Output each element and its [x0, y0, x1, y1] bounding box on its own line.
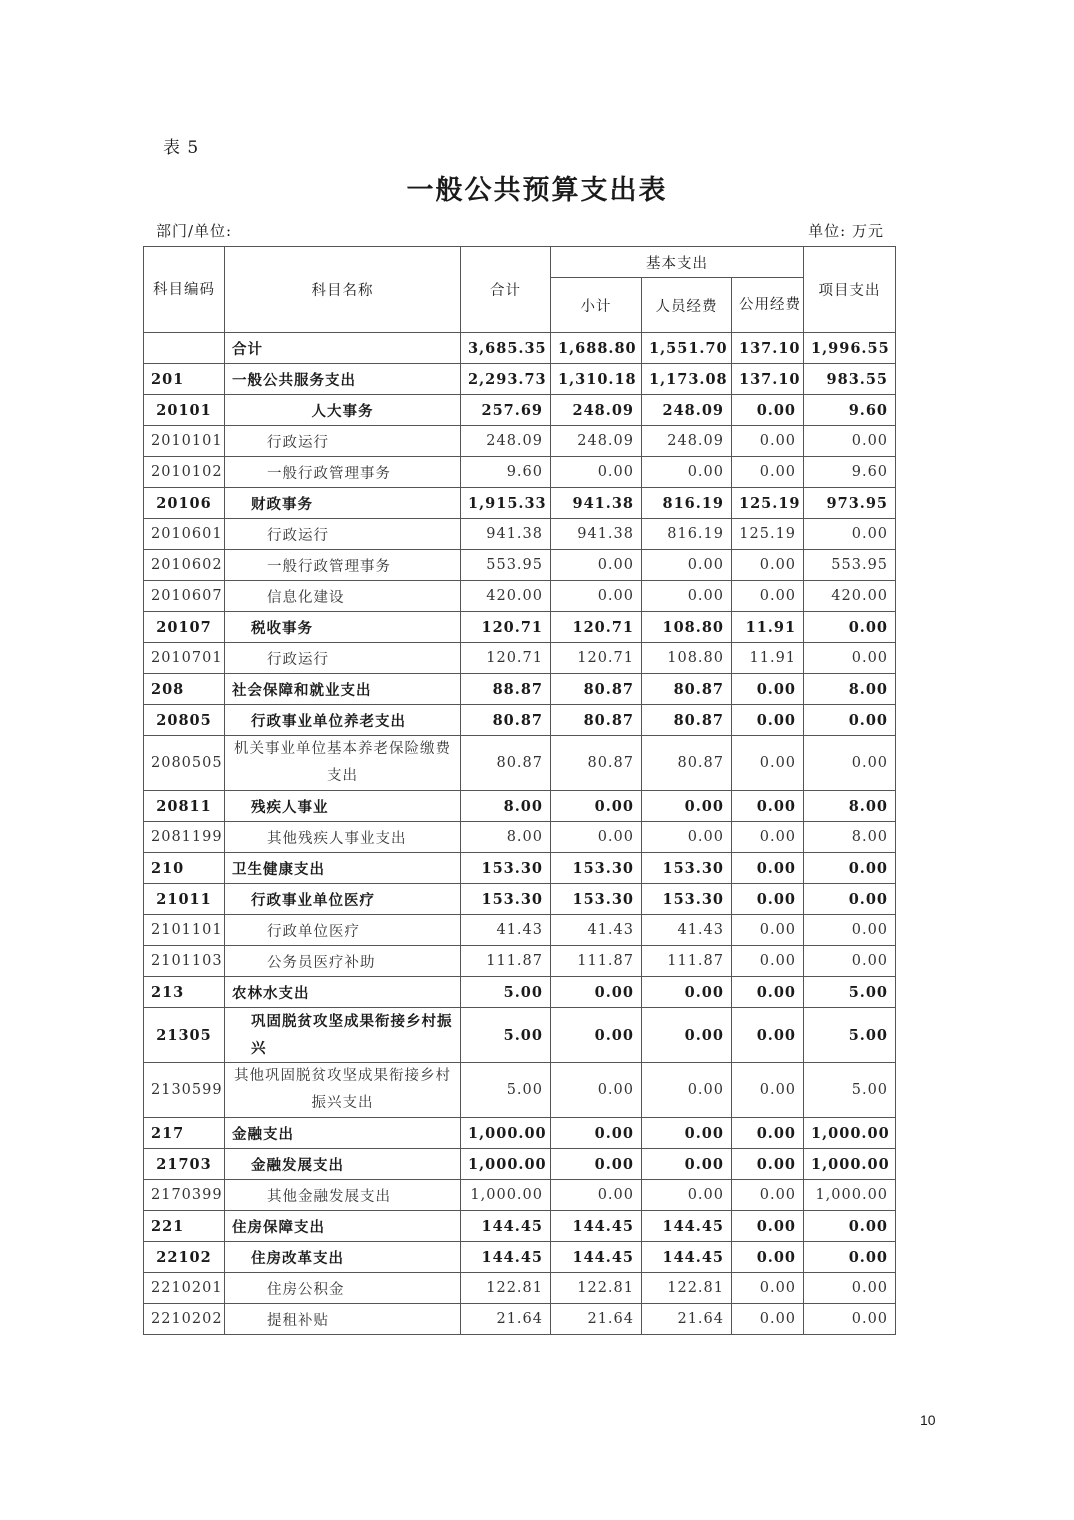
cell-name: 一般行政管理事务	[225, 457, 461, 488]
cell-subtotal: 0.00	[551, 581, 642, 612]
cell-personnel: 0.00	[642, 977, 732, 1008]
cell-total: 1,915.33	[461, 488, 551, 519]
cell-total: 120.71	[461, 612, 551, 643]
cell-name: 一般公共服务支出	[225, 364, 461, 395]
cell-project: 5.00	[804, 977, 896, 1008]
cell-code: 201	[144, 364, 225, 395]
cell-public: 137.10	[732, 333, 804, 364]
cell-total: 88.87	[461, 674, 551, 705]
cell-subtotal: 153.30	[551, 853, 642, 884]
cell-subtotal: 122.81	[551, 1273, 642, 1304]
cell-personnel: 1,173.08	[642, 364, 732, 395]
cell-project: 0.00	[804, 643, 896, 674]
cell-public: 0.00	[732, 791, 804, 822]
cell-personnel: 108.80	[642, 612, 732, 643]
cell-total: 153.30	[461, 884, 551, 915]
table-row	[144, 488, 896, 519]
cell-name: 社会保障和就业支出	[225, 674, 461, 705]
cell-name: 行政事业单位养老支出	[225, 705, 461, 736]
cell-name: 残疾人事业	[225, 791, 461, 822]
cell-project: 0.00	[804, 1242, 896, 1273]
table-row	[144, 612, 896, 643]
cell-project: 983.55	[804, 364, 896, 395]
cell-total: 144.45	[461, 1211, 551, 1242]
col-header-subtotal: 小计	[551, 278, 642, 333]
cell-total: 21.64	[461, 1304, 551, 1335]
table-row	[144, 1273, 896, 1304]
table-row	[144, 1008, 896, 1063]
col-header-project: 项目支出	[804, 247, 896, 333]
table-row	[144, 550, 896, 581]
cell-code: 21011	[144, 884, 225, 915]
cell-name: 农林水支出	[225, 977, 461, 1008]
cell-code: 22102	[144, 1242, 225, 1273]
col-header-name: 科目名称	[225, 247, 461, 333]
cell-subtotal: 80.87	[551, 674, 642, 705]
cell-personnel: 153.30	[642, 884, 732, 915]
cell-code: 2210201	[144, 1273, 225, 1304]
cell-total: 80.87	[461, 705, 551, 736]
cell-subtotal: 0.00	[551, 1008, 642, 1063]
cell-code: 2130599	[144, 1063, 225, 1118]
cell-project: 0.00	[804, 736, 896, 791]
cell-project: 1,996.55	[804, 333, 896, 364]
cell-total: 3,685.35	[461, 333, 551, 364]
cell-total: 122.81	[461, 1273, 551, 1304]
table-row	[144, 1211, 896, 1242]
cell-public: 0.00	[732, 1273, 804, 1304]
cell-total: 5.00	[461, 1008, 551, 1063]
cell-subtotal: 41.43	[551, 915, 642, 946]
table-row	[144, 1118, 896, 1149]
col-header-code: 科目编码	[144, 247, 225, 333]
cell-public: 0.00	[732, 822, 804, 853]
cell-code: 20107	[144, 612, 225, 643]
cell-subtotal: 0.00	[551, 977, 642, 1008]
table-row	[144, 333, 896, 364]
cell-public: 0.00	[732, 1180, 804, 1211]
cell-subtotal: 144.45	[551, 1242, 642, 1273]
cell-name: 巩固脱贫攻坚成果衔接乡村振兴	[225, 1008, 461, 1063]
cell-project: 0.00	[804, 1211, 896, 1242]
table-row	[144, 581, 896, 612]
table-label: 表 5	[163, 138, 200, 158]
cell-personnel: 111.87	[642, 946, 732, 977]
cell-total: 111.87	[461, 946, 551, 977]
cell-personnel: 248.09	[642, 395, 732, 426]
cell-total: 2,293.73	[461, 364, 551, 395]
cell-code: 20106	[144, 488, 225, 519]
cell-name: 行政运行	[225, 519, 461, 550]
cell-personnel: 0.00	[642, 791, 732, 822]
cell-subtotal: 0.00	[551, 1118, 642, 1149]
cell-subtotal: 144.45	[551, 1211, 642, 1242]
cell-code: 210	[144, 853, 225, 884]
cell-subtotal: 941.38	[551, 519, 642, 550]
page-number: 10	[920, 1412, 936, 1428]
cell-name: 信息化建设	[225, 581, 461, 612]
table-row	[144, 395, 896, 426]
cell-total: 80.87	[461, 736, 551, 791]
cell-subtotal: 1,310.18	[551, 364, 642, 395]
cell-subtotal: 1,688.80	[551, 333, 642, 364]
cell-project: 1,000.00	[804, 1180, 896, 1211]
cell-personnel: 248.09	[642, 426, 732, 457]
cell-personnel: 41.43	[642, 915, 732, 946]
cell-code: 221	[144, 1211, 225, 1242]
table-row	[144, 1180, 896, 1211]
cell-project: 420.00	[804, 581, 896, 612]
cell-total: 1,000.00	[461, 1180, 551, 1211]
cell-personnel: 0.00	[642, 1118, 732, 1149]
cell-public: 0.00	[732, 705, 804, 736]
cell-total: 420.00	[461, 581, 551, 612]
cell-name: 卫生健康支出	[225, 853, 461, 884]
cell-public: 0.00	[732, 736, 804, 791]
cell-project: 0.00	[804, 1273, 896, 1304]
cell-project: 8.00	[804, 791, 896, 822]
cell-project: 8.00	[804, 822, 896, 853]
cell-name: 机关事业单位基本养老保险缴费支出	[225, 736, 461, 791]
cell-project: 0.00	[804, 915, 896, 946]
table-row	[144, 884, 896, 915]
cell-code: 2010602	[144, 550, 225, 581]
cell-personnel: 108.80	[642, 643, 732, 674]
cell-total: 941.38	[461, 519, 551, 550]
col-header-total: 合计	[461, 247, 551, 333]
cell-total: 248.09	[461, 426, 551, 457]
cell-personnel: 0.00	[642, 1180, 732, 1211]
cell-project: 9.60	[804, 457, 896, 488]
cell-total: 41.43	[461, 915, 551, 946]
cell-code: 2010607	[144, 581, 225, 612]
col-header-basic: 基本支出	[551, 247, 804, 278]
cell-total: 5.00	[461, 1063, 551, 1118]
cell-subtotal: 248.09	[551, 426, 642, 457]
cell-project: 0.00	[804, 519, 896, 550]
budget-table-body	[144, 333, 896, 1335]
cell-name: 合计	[225, 333, 461, 364]
cell-public: 0.00	[732, 977, 804, 1008]
cell-public: 0.00	[732, 1211, 804, 1242]
cell-code: 208	[144, 674, 225, 705]
cell-code: 2210202	[144, 1304, 225, 1335]
cell-personnel: 144.45	[642, 1211, 732, 1242]
table-row	[144, 519, 896, 550]
cell-code: 20101	[144, 395, 225, 426]
cell-project: 5.00	[804, 1008, 896, 1063]
cell-code: 2170399	[144, 1180, 225, 1211]
cell-personnel: 122.81	[642, 1273, 732, 1304]
cell-total: 257.69	[461, 395, 551, 426]
cell-code: 21703	[144, 1149, 225, 1180]
cell-project: 0.00	[804, 426, 896, 457]
cell-total: 8.00	[461, 822, 551, 853]
cell-subtotal: 0.00	[551, 1180, 642, 1211]
cell-name: 一般行政管理事务	[225, 550, 461, 581]
cell-public: 0.00	[732, 1118, 804, 1149]
cell-name: 住房公积金	[225, 1273, 461, 1304]
cell-personnel: 0.00	[642, 1063, 732, 1118]
table-row	[144, 1149, 896, 1180]
cell-subtotal: 0.00	[551, 791, 642, 822]
cell-personnel: 21.64	[642, 1304, 732, 1335]
cell-public: 0.00	[732, 550, 804, 581]
page-title: 一般公共预算支出表	[406, 175, 668, 206]
cell-code: 2010601	[144, 519, 225, 550]
table-row	[144, 457, 896, 488]
cell-code: 2010102	[144, 457, 225, 488]
cell-code: 213	[144, 977, 225, 1008]
cell-personnel: 0.00	[642, 550, 732, 581]
cell-code: 2080505	[144, 736, 225, 791]
cell-personnel: 144.45	[642, 1242, 732, 1273]
cell-code: 21305	[144, 1008, 225, 1063]
cell-public: 125.19	[732, 488, 804, 519]
table-row	[144, 791, 896, 822]
cell-public: 0.00	[732, 395, 804, 426]
cell-public: 0.00	[732, 581, 804, 612]
cell-name: 住房保障支出	[225, 1211, 461, 1242]
cell-project: 9.60	[804, 395, 896, 426]
cell-project: 0.00	[804, 853, 896, 884]
cell-name: 行政运行	[225, 426, 461, 457]
cell-name: 税收事务	[225, 612, 461, 643]
cell-name: 行政运行	[225, 643, 461, 674]
cell-personnel: 816.19	[642, 519, 732, 550]
cell-public: 0.00	[732, 426, 804, 457]
cell-public: 0.00	[732, 946, 804, 977]
cell-public: 0.00	[732, 674, 804, 705]
cell-public: 0.00	[732, 1149, 804, 1180]
cell-personnel: 0.00	[642, 581, 732, 612]
cell-subtotal: 111.87	[551, 946, 642, 977]
cell-project: 0.00	[804, 705, 896, 736]
cell-code: 217	[144, 1118, 225, 1149]
cell-personnel: 80.87	[642, 674, 732, 705]
cell-name: 行政单位医疗	[225, 915, 461, 946]
cell-subtotal: 0.00	[551, 550, 642, 581]
table-row	[144, 1063, 896, 1118]
table-row	[144, 705, 896, 736]
col-header-personnel: 人员经费	[642, 278, 732, 333]
col-header-public: 公用经费	[732, 278, 804, 333]
table-row	[144, 946, 896, 977]
cell-public: 0.00	[732, 457, 804, 488]
cell-name: 其他金融发展支出	[225, 1180, 461, 1211]
cell-public: 0.00	[732, 884, 804, 915]
cell-subtotal: 80.87	[551, 736, 642, 791]
table-row	[144, 822, 896, 853]
cell-subtotal: 120.71	[551, 612, 642, 643]
cell-name: 金融支出	[225, 1118, 461, 1149]
cell-code: 20811	[144, 791, 225, 822]
cell-public: 0.00	[732, 1242, 804, 1273]
cell-public: 0.00	[732, 1063, 804, 1118]
cell-public: 11.91	[732, 643, 804, 674]
cell-personnel: 1,551.70	[642, 333, 732, 364]
cell-total: 1,000.00	[461, 1149, 551, 1180]
cell-subtotal: 941.38	[551, 488, 642, 519]
cell-name: 公务员医疗补助	[225, 946, 461, 977]
cell-total: 553.95	[461, 550, 551, 581]
table-row	[144, 643, 896, 674]
cell-subtotal: 0.00	[551, 457, 642, 488]
cell-code: 2010701	[144, 643, 225, 674]
cell-personnel: 0.00	[642, 822, 732, 853]
cell-subtotal: 248.09	[551, 395, 642, 426]
cell-code	[144, 333, 225, 364]
cell-public: 125.19	[732, 519, 804, 550]
cell-subtotal: 0.00	[551, 1149, 642, 1180]
table-row	[144, 977, 896, 1008]
dept-label: 部门/单位:	[156, 222, 233, 240]
cell-personnel: 80.87	[642, 705, 732, 736]
cell-name: 行政事业单位医疗	[225, 884, 461, 915]
cell-project: 1,000.00	[804, 1149, 896, 1180]
cell-name: 财政事务	[225, 488, 461, 519]
cell-name: 人大事务	[225, 395, 461, 426]
cell-personnel: 153.30	[642, 853, 732, 884]
cell-name: 提租补贴	[225, 1304, 461, 1335]
cell-name: 住房改革支出	[225, 1242, 461, 1273]
cell-personnel: 0.00	[642, 1149, 732, 1180]
cell-project: 0.00	[804, 884, 896, 915]
cell-name: 其他巩固脱贫攻坚成果衔接乡村振兴支出	[225, 1063, 461, 1118]
table-row	[144, 364, 896, 395]
cell-public: 0.00	[732, 915, 804, 946]
cell-code: 2081199	[144, 822, 225, 853]
cell-personnel: 0.00	[642, 457, 732, 488]
cell-project: 973.95	[804, 488, 896, 519]
table-row	[144, 853, 896, 884]
cell-project: 0.00	[804, 946, 896, 977]
cell-total: 144.45	[461, 1242, 551, 1273]
cell-total: 1,000.00	[461, 1118, 551, 1149]
table-row	[144, 736, 896, 791]
cell-public: 0.00	[732, 853, 804, 884]
cell-total: 9.60	[461, 457, 551, 488]
cell-project: 0.00	[804, 1304, 896, 1335]
cell-total: 5.00	[461, 977, 551, 1008]
table-row	[144, 915, 896, 946]
unit-label: 单位: 万元	[808, 222, 884, 240]
cell-subtotal: 0.00	[551, 1063, 642, 1118]
cell-name: 金融发展支出	[225, 1149, 461, 1180]
cell-subtotal: 80.87	[551, 705, 642, 736]
cell-total: 120.71	[461, 643, 551, 674]
cell-total: 153.30	[461, 853, 551, 884]
cell-public: 137.10	[732, 364, 804, 395]
cell-code: 2101101	[144, 915, 225, 946]
cell-personnel: 80.87	[642, 736, 732, 791]
cell-subtotal: 120.71	[551, 643, 642, 674]
cell-code: 20805	[144, 705, 225, 736]
cell-subtotal: 153.30	[551, 884, 642, 915]
table-row	[144, 674, 896, 705]
cell-public: 0.00	[732, 1008, 804, 1063]
cell-code: 2010101	[144, 426, 225, 457]
cell-personnel: 0.00	[642, 1008, 732, 1063]
cell-name: 其他残疾人事业支出	[225, 822, 461, 853]
table-row	[144, 1304, 896, 1335]
table-row	[144, 426, 896, 457]
cell-subtotal: 21.64	[551, 1304, 642, 1335]
cell-project: 0.00	[804, 612, 896, 643]
cell-project: 1,000.00	[804, 1118, 896, 1149]
cell-public: 0.00	[732, 1304, 804, 1335]
table-row	[144, 1242, 896, 1273]
cell-public: 11.91	[732, 612, 804, 643]
cell-project: 8.00	[804, 674, 896, 705]
cell-project: 553.95	[804, 550, 896, 581]
cell-subtotal: 0.00	[551, 822, 642, 853]
cell-code: 2101103	[144, 946, 225, 977]
budget-table	[143, 246, 896, 1335]
cell-total: 8.00	[461, 791, 551, 822]
cell-personnel: 816.19	[642, 488, 732, 519]
cell-project: 5.00	[804, 1063, 896, 1118]
